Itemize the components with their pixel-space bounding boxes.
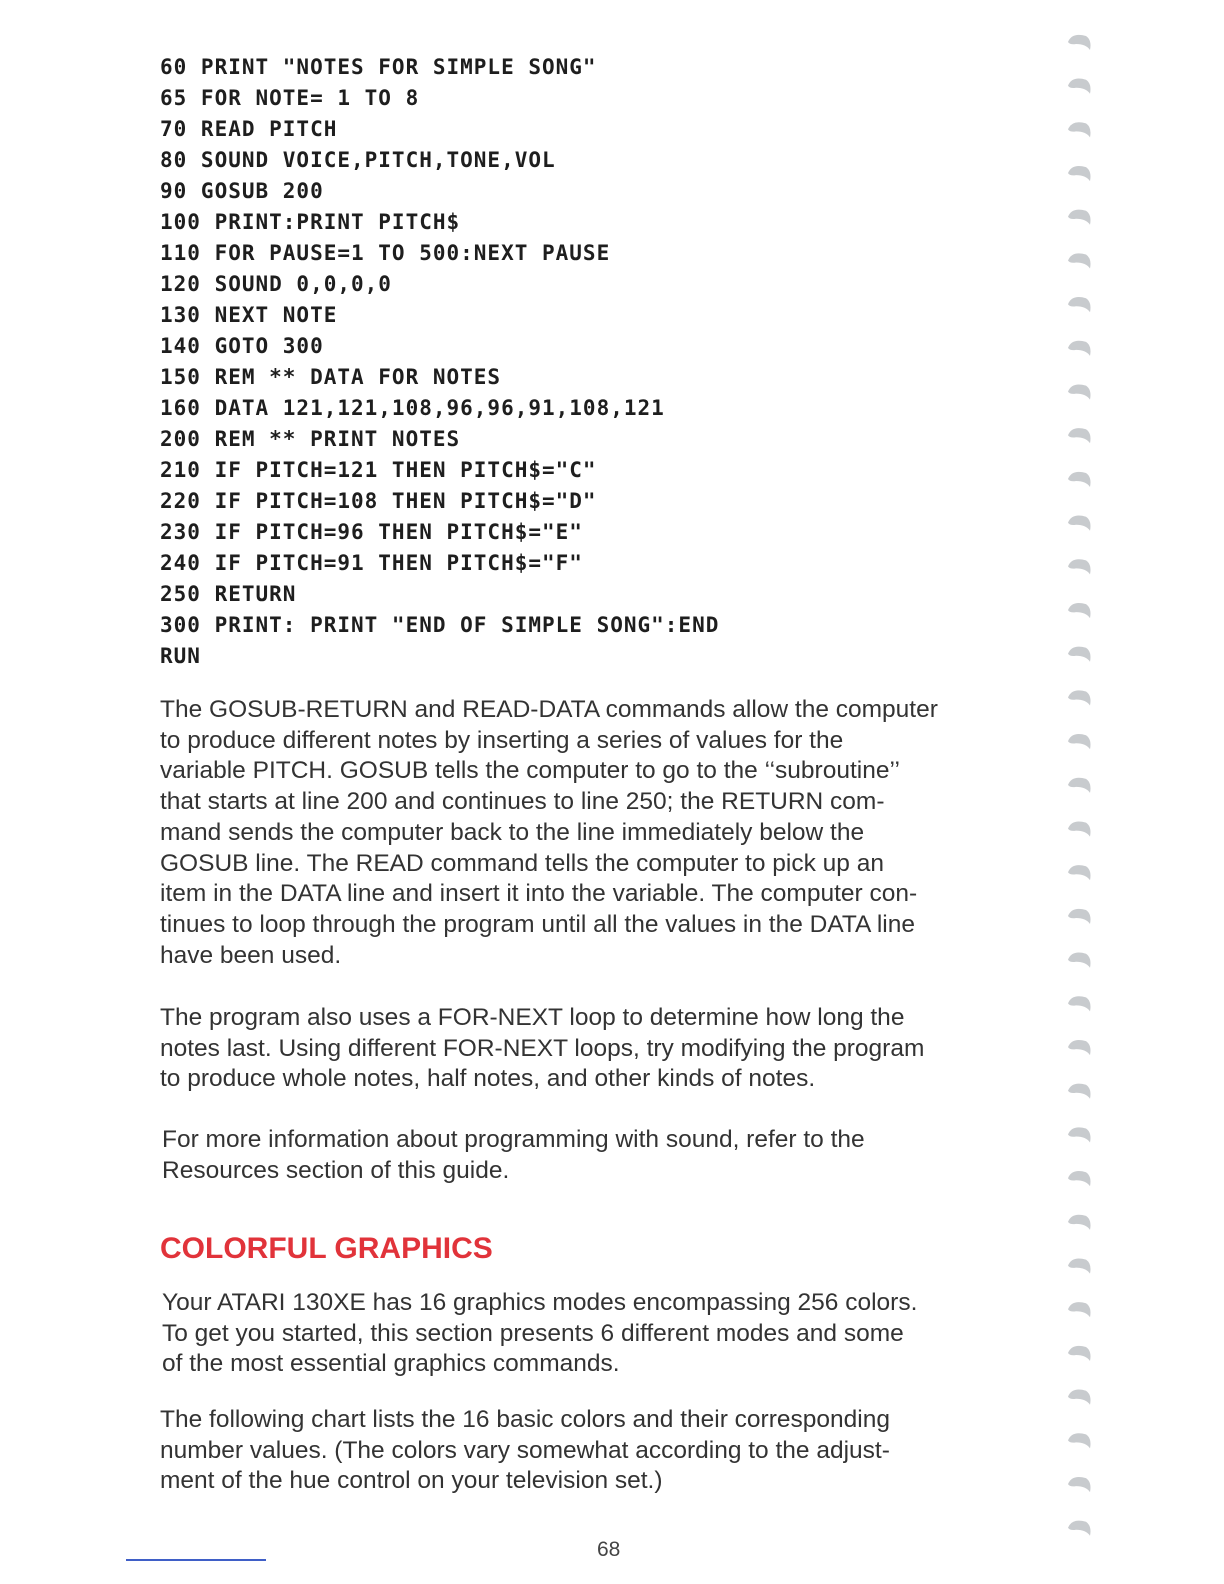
binding-hole-icon [1068,559,1091,574]
text-line: For more information about programming with sound, refer to the [162,1126,865,1153]
text-line: To get you started, this section presents 6 different modes and some [162,1319,904,1347]
code-line: 210 IF PITCH=121 THEN PITCH$="C" [160,458,597,482]
code-line: 250 RETURN [160,582,297,606]
text-line: to produce whole notes, half notes, and other kinds of notes. [160,1065,816,1093]
code-line: 110 FOR PAUSE=1 TO 500:NEXT PAUSE [160,241,611,265]
code-line: 65 FOR NOTE= 1 TO 8 [160,86,420,110]
chart-intro-paragraph [160,1405,1000,1497]
binding-hole-icon [1068,690,1091,705]
text-line: number values. (The colors vary somewhat according to the adjust- [160,1436,890,1464]
text-line: to produce different notes by inserting a series of values for the [160,726,844,754]
text-line: that starts at line 200 and continues to line 250; the RETURN com- [160,788,885,816]
text-line: Resources section of this guide. [162,1156,510,1184]
text-line: ment of the hue control on your television set.) [160,1467,663,1495]
code-line: 60 PRINT "NOTES FOR SIMPLE SONG" [160,55,597,79]
text-line: The program also uses a FOR-NEXT loop to determine how long the [160,1004,905,1031]
basic-program-listing [160,52,960,672]
code-line: 130 NEXT NOTE [160,303,338,327]
binding-hole-icon [1068,909,1091,924]
binding-hole-icon [1068,516,1091,531]
code-line: 150 REM ** DATA FOR NOTES [160,365,502,389]
footer-rule [126,1559,266,1561]
binding-hole-icon [1068,79,1091,94]
code-line: 240 IF PITCH=91 THEN PITCH$="F" [160,551,583,575]
binding-hole-icon [1068,1040,1091,1055]
binding-hole-icon [1068,1171,1091,1186]
text-line: item in the DATA line and insert it into the variable. The computer con- [160,880,918,908]
page-number: 68 [597,1538,621,1561]
binding-hole-icon [1068,253,1091,268]
binding-hole-icon [1068,297,1091,312]
text-line: The GOSUB-RETURN and READ-DATA commands allow the computer [160,696,938,723]
code-line: 140 GOTO 300 [160,334,324,358]
binding-hole-icon [1068,1477,1091,1492]
more-info-paragraph [162,1125,1002,1186]
code-line: 200 REM ** PRINT NOTES [160,427,461,451]
binding-holes-icon [1062,20,1102,1560]
binding-hole-icon [1068,996,1091,1011]
binding-hole-icon [1068,1521,1091,1536]
code-line: 300 PRINT: PRINT "END OF SIMPLE SONG":END [160,613,720,637]
text-line: mand sends the computer back to the line immediately below the [160,818,865,846]
text-line: notes last. Using different FOR-NEXT loops, try modifying the program [160,1034,925,1062]
text-line: The following chart lists the 16 basic colors and their corresponding [160,1406,890,1433]
code-line: 220 IF PITCH=108 THEN PITCH$="D" [160,489,597,513]
binding-hole-icon [1068,35,1091,50]
graphics-intro-paragraph [162,1288,1002,1380]
text-line: GOSUB line. The READ command tells the computer to pick up an [160,849,884,877]
binding-hole-icon [1068,1258,1091,1273]
binding-hole-icon [1068,1127,1091,1142]
code-line: 230 IF PITCH=96 THEN PITCH$="E" [160,520,583,544]
binding-hole-icon [1068,865,1091,880]
binding-hole-icon [1068,953,1091,968]
binding-hole-icon [1068,778,1091,793]
text-line: have been used. [160,941,342,969]
text-line: tinues to loop through the program until all the values in the DATA line [160,910,915,938]
binding-hole-icon [1068,603,1091,618]
binding-hole-icon [1068,472,1091,487]
code-line: 80 SOUND VOICE,PITCH,TONE,VOL [160,148,556,172]
binding-hole-icon [1068,122,1091,137]
binding-hole-icon [1068,1346,1091,1361]
binding-hole-icon [1068,734,1091,749]
spiral-binding [1062,20,1102,1560]
binding-hole-icon [1068,341,1091,356]
binding-hole-icon [1068,821,1091,836]
gosub-explanation-paragraph [160,695,1000,971]
binding-hole-icon [1068,647,1091,662]
text-line: of the most essential graphics commands. [162,1350,620,1378]
code-line: RUN [160,644,201,668]
code-line: 100 PRINT:PRINT PITCH$ [160,210,461,234]
binding-hole-icon [1068,428,1091,443]
binding-hole-icon [1068,1084,1091,1099]
binding-hole-icon [1068,384,1091,399]
binding-hole-icon [1068,166,1091,181]
binding-hole-icon [1068,1302,1091,1317]
text-line: variable PITCH. GOSUB tells the computer to go to the ‘‘subroutine’’ [160,757,900,785]
code-line: 90 GOSUB 200 [160,179,324,203]
code-line: 160 DATA 121,121,108,96,96,91,108,121 [160,396,665,420]
binding-hole-icon [1068,210,1091,225]
binding-hole-icon [1068,1215,1091,1230]
binding-hole-icon [1068,1433,1091,1448]
binding-hole-icon [1068,1390,1091,1405]
code-line: 120 SOUND 0,0,0,0 [160,272,392,296]
code-line: 70 READ PITCH [160,117,338,141]
section-heading: COLORFUL GRAPHICS [160,1232,493,1265]
text-line: Your ATARI 130XE has 16 graphics modes encompassing 256 colors. [162,1289,918,1316]
for-next-paragraph [160,1003,1000,1095]
